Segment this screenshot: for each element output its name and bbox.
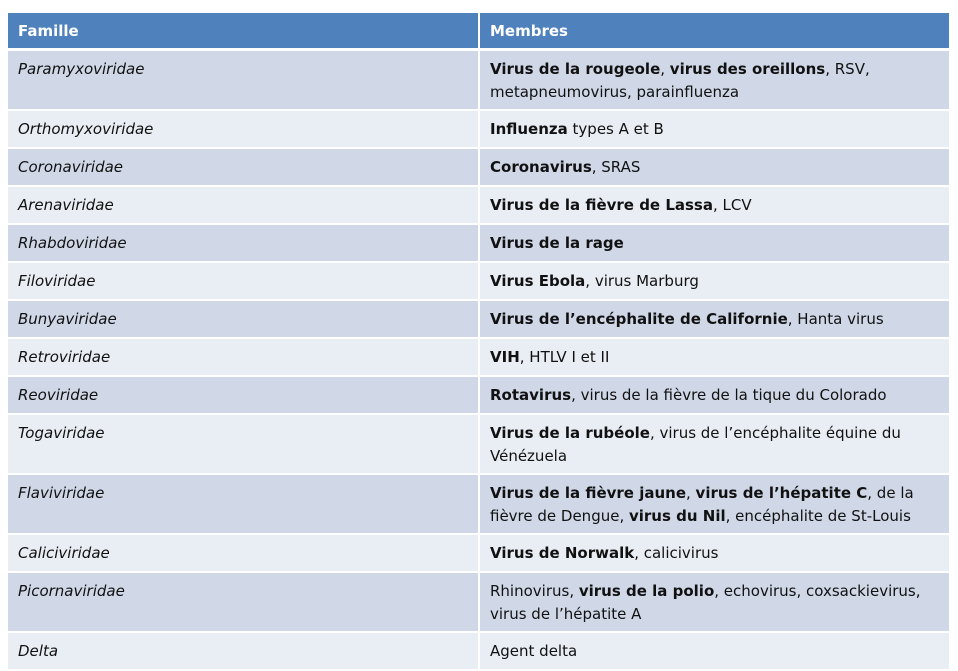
member-highlight: Virus de la rage: [490, 233, 624, 252]
virus-families-table: [8, 13, 949, 671]
table-row: [8, 632, 949, 670]
table-body: [8, 50, 949, 670]
table-row: [8, 376, 949, 414]
family-cell: Orthomyxoviridae: [8, 110, 479, 148]
member-highlight: Virus de la fièvre jaune: [490, 483, 686, 502]
member-highlight: Virus de Norwalk: [490, 543, 635, 562]
member-text: , calicivirus: [634, 543, 719, 562]
member-highlight: Virus de la fièvre de Lassa: [490, 195, 713, 214]
members-cell: [479, 632, 949, 670]
members-cell: [479, 414, 949, 474]
table-row: [8, 224, 949, 262]
family-cell: Bunyaviridae: [8, 300, 479, 338]
family-cell: Delta: [8, 632, 479, 670]
members-cell: [479, 50, 949, 110]
members-cell: [479, 186, 949, 224]
header-members: Membres: [479, 13, 949, 50]
member-highlight: virus des oreillons: [669, 60, 826, 78]
member-highlight: virus de l’hépatite C: [695, 483, 868, 502]
members-cell: [479, 224, 949, 262]
table-row: [8, 148, 949, 186]
table-header-row: [8, 13, 949, 50]
member-text: , RSV, metapneumovirus, parainfluenza: [490, 60, 870, 101]
members-cell: [479, 572, 949, 632]
member-text: types A et B: [567, 119, 664, 138]
member-text: ,: [660, 60, 670, 78]
member-highlight: Rotavirus: [490, 385, 572, 404]
member-text: Agent delta: [490, 641, 578, 660]
family-cell: Coronaviridae: [8, 148, 479, 186]
family-cell: Rhabdoviridae: [8, 224, 479, 262]
family-cell: Togaviridae: [8, 414, 479, 474]
member-text: , LCV: [713, 195, 752, 214]
members-cell: [479, 300, 949, 338]
family-cell: Arenaviridae: [8, 186, 479, 224]
member-text: , Hanta virus: [787, 309, 884, 328]
table-row: [8, 186, 949, 224]
member-text: , echovirus, coxsackievirus, virus de l’hépatite A: [490, 581, 921, 623]
members-cell: [479, 376, 949, 414]
table-row: [8, 572, 949, 632]
members-cell: [479, 534, 949, 572]
member-highlight: Virus de la rubéole: [490, 423, 650, 442]
member-highlight: Influenza: [490, 119, 568, 138]
member-text: , virus de l’encéphalite équine du Vénézuela: [490, 423, 901, 465]
table-row: [8, 110, 949, 148]
table-row: [8, 50, 949, 110]
member-text: , encéphalite de St-Louis: [725, 506, 911, 525]
table-row: [8, 300, 949, 338]
table-row: [8, 338, 949, 376]
header-family: Famille: [8, 13, 479, 50]
family-cell: Picornaviridae: [8, 572, 479, 632]
member-text: , de la fièvre de Dengue,: [490, 483, 914, 525]
family-cell: Retroviridae: [8, 338, 479, 376]
member-highlight: virus du Nil: [628, 506, 726, 525]
members-cell: [479, 148, 949, 186]
table-row: [8, 262, 949, 300]
member-text: , virus Marburg: [585, 271, 699, 290]
family-cell: Reoviridae: [8, 376, 479, 414]
table-row: [8, 534, 949, 572]
family-cell: Caliciviridae: [8, 534, 479, 572]
members-cell: [479, 338, 949, 376]
member-text: , HTLV I et II: [519, 347, 610, 366]
member-highlight: Virus de l’encéphalite de Californie: [490, 309, 788, 328]
member-highlight: virus de la polio: [578, 581, 715, 600]
member-text: ,: [686, 483, 696, 502]
member-text: Rhinovirus,: [490, 581, 579, 600]
family-cell: Filoviridae: [8, 262, 479, 300]
member-highlight: Virus Ebola: [490, 271, 586, 290]
members-cell: [479, 110, 949, 148]
member-text: , virus de la fièvre de la tique du Colorado: [571, 385, 887, 404]
family-cell: Flaviviridae: [8, 474, 479, 534]
family-cell: Paramyxoviridae: [8, 50, 479, 110]
member-highlight: Virus de la rougeole: [490, 60, 661, 78]
table-row: [8, 474, 949, 534]
member-text: , SRAS: [591, 157, 641, 176]
member-highlight: VIH: [490, 347, 520, 366]
member-highlight: Coronavirus: [490, 157, 592, 176]
table-row: [8, 414, 949, 474]
members-cell: [479, 262, 949, 300]
members-cell: [479, 474, 949, 534]
